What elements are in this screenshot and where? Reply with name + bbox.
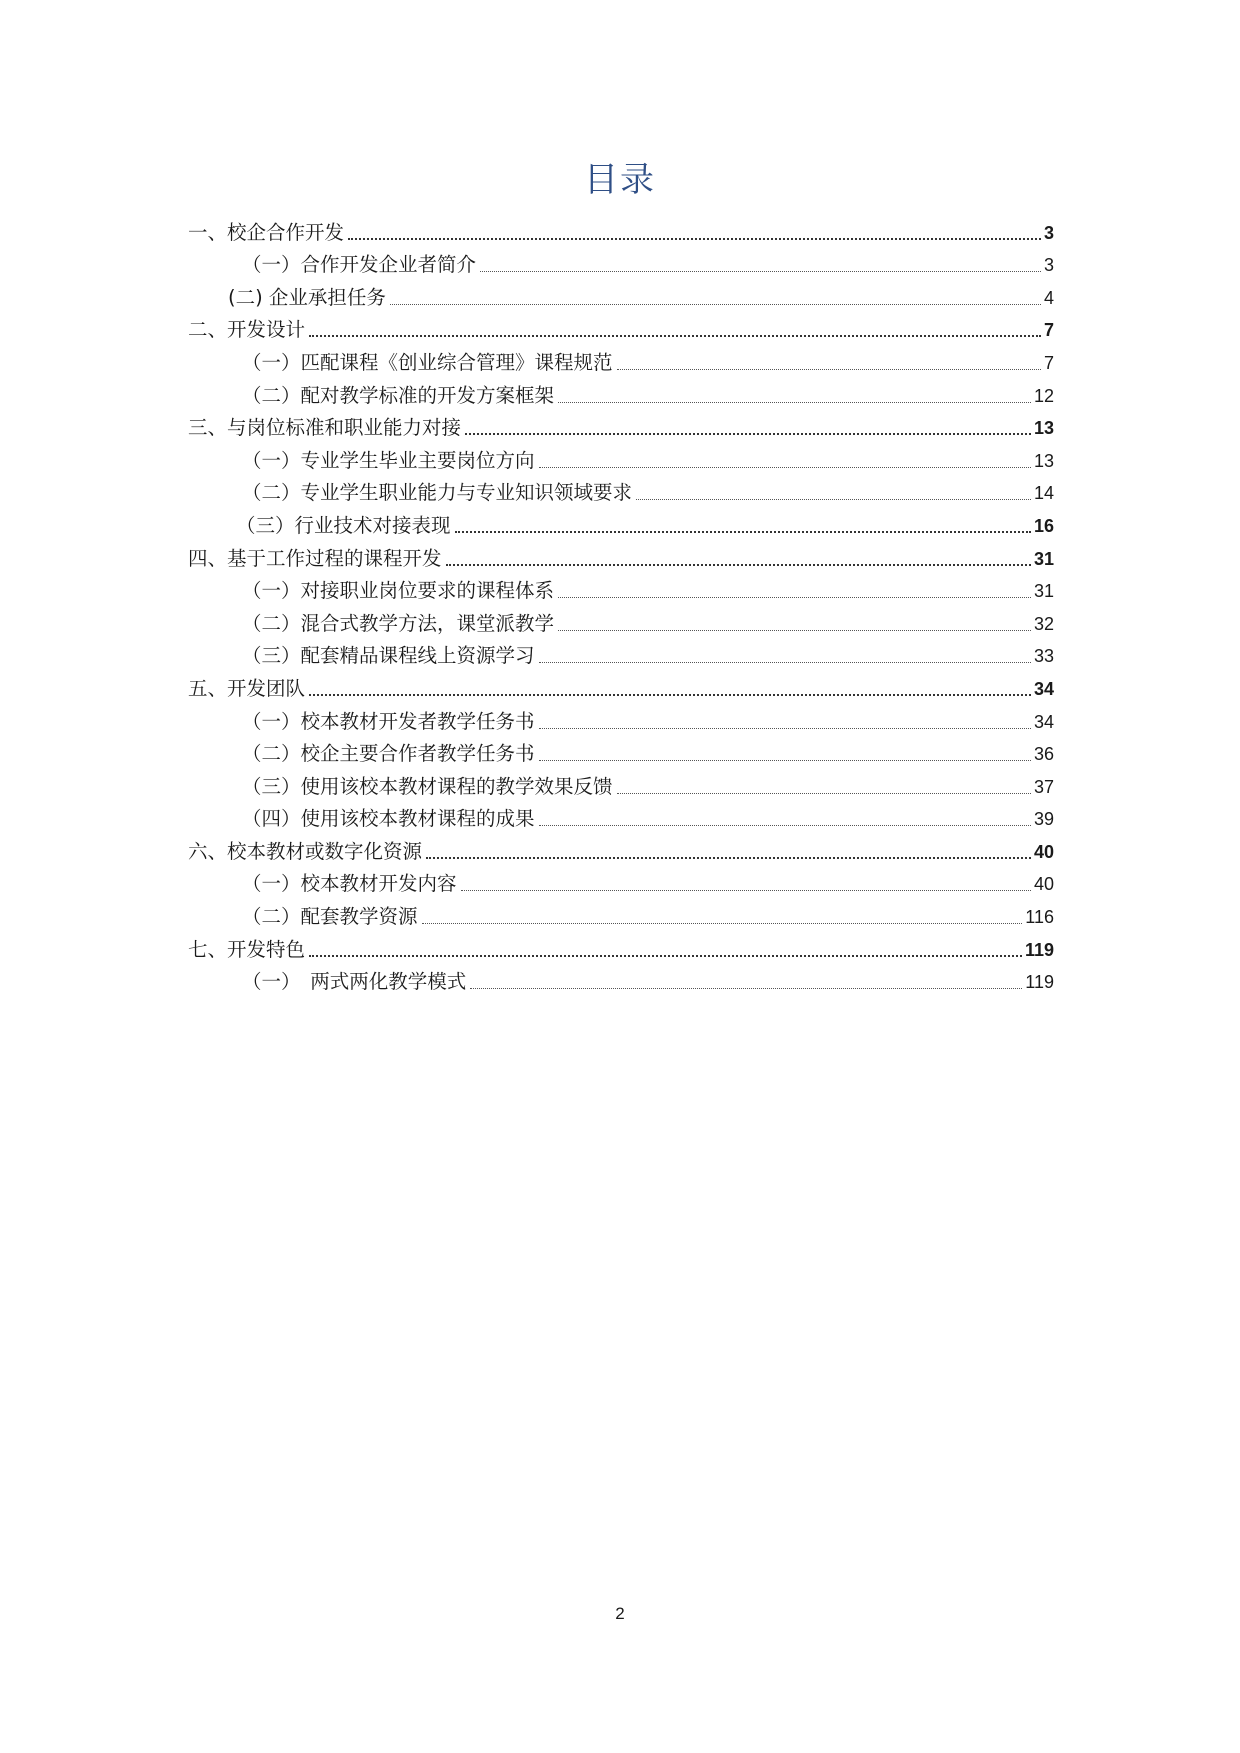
- toc-entry-title: （二）配对教学标准的开发方案框架: [242, 383, 555, 407]
- toc-entry-section-1[interactable]: [188, 216, 1054, 249]
- toc-page-number: 31: [1033, 581, 1054, 602]
- toc-dot-leader: [309, 335, 1041, 337]
- toc-dot-leader: [539, 760, 1031, 761]
- toc-dot-leader: [426, 857, 1031, 859]
- toc-entry-section-5[interactable]: [188, 672, 1054, 705]
- toc-dot-leader: [309, 955, 1022, 957]
- toc-page-number: 40: [1033, 841, 1054, 862]
- toc-dot-leader: [558, 597, 1031, 598]
- toc-dot-leader: [617, 793, 1031, 794]
- toc-page-number: 31: [1033, 548, 1054, 569]
- toc-entry-5-1[interactable]: [188, 705, 1054, 738]
- toc-dot-leader: [558, 630, 1031, 631]
- toc-dot-leader: [558, 402, 1031, 403]
- toc-page-number: 4: [1043, 287, 1054, 308]
- toc-entry-6-1[interactable]: [188, 868, 1054, 901]
- toc-entry-title: （三）配套精品课程线上资源学习: [242, 644, 535, 668]
- toc-entry-title: 一、校企合作开发: [188, 220, 345, 244]
- toc-page-number: 40: [1033, 874, 1054, 895]
- toc-page-number: 34: [1033, 678, 1054, 699]
- toc-entry-title: （一）匹配课程《创业综合管理》课程规范: [242, 350, 613, 374]
- toc-entry-7-1[interactable]: [188, 966, 1054, 999]
- toc-entry-4-2[interactable]: [188, 607, 1054, 640]
- toc-entry-title: (二) 企业承担任务: [228, 285, 386, 309]
- toc-page-number: 119: [1024, 939, 1054, 960]
- toc-entry-4-3[interactable]: [188, 640, 1054, 673]
- toc-entry-5-4[interactable]: [188, 803, 1054, 836]
- toc-page-number: 7: [1043, 320, 1054, 341]
- toc-page-number: 39: [1033, 809, 1054, 830]
- toc-entry-section-4[interactable]: [188, 542, 1054, 575]
- toc-page-number: 116: [1025, 907, 1054, 928]
- toc-entry-title: （一）合作开发企业者简介: [242, 253, 477, 277]
- toc-entry-title: 七、开发特色: [188, 937, 306, 961]
- toc-entry-2-2[interactable]: [188, 379, 1054, 412]
- toc-page-number: 32: [1033, 613, 1054, 634]
- toc-entry-5-2[interactable]: [188, 738, 1054, 771]
- toc-page-number: 3: [1043, 255, 1054, 276]
- toc-page-number: 34: [1033, 711, 1054, 732]
- toc-entry-4-1[interactable]: [188, 575, 1054, 608]
- toc-entry-3-2[interactable]: [188, 477, 1054, 510]
- toc-dot-leader: [480, 271, 1041, 272]
- toc-page-number: 12: [1033, 385, 1054, 406]
- page-title: 目录: [584, 160, 656, 200]
- toc-dot-leader: [539, 662, 1031, 663]
- toc-entry-section-6[interactable]: [188, 835, 1054, 868]
- toc-dot-leader: [461, 890, 1031, 891]
- toc-entry-title: 三、与岗位标准和职业能力对接: [188, 416, 462, 440]
- toc-entry-6-2[interactable]: [188, 900, 1054, 933]
- toc-entry-1-1[interactable]: [188, 249, 1054, 282]
- toc-dot-leader: [422, 923, 1023, 924]
- toc-entry-title: 二、开发设计: [188, 318, 306, 342]
- toc-entry-1-2[interactable]: [188, 281, 1054, 314]
- toc-page-number: 37: [1033, 776, 1054, 797]
- toc-entry-section-7[interactable]: [188, 933, 1054, 966]
- toc-entry-title: （二）专业学生职业能力与专业知识领域要求: [242, 481, 633, 505]
- toc-dot-leader: [539, 728, 1031, 729]
- toc-dot-leader: [470, 988, 1022, 989]
- toc-entry-title: （二）配套教学资源: [242, 905, 418, 929]
- toc-page-number: 33: [1033, 646, 1054, 667]
- page-footer-number: 2: [615, 1604, 625, 1623]
- toc-page-number: 16: [1033, 515, 1054, 536]
- toc-entry-title: （四）使用该校本教材课程的成果: [242, 807, 535, 831]
- toc-dot-leader: [348, 238, 1041, 240]
- toc-page-number: 13: [1033, 450, 1054, 471]
- toc-entry-title: （一） 两式两化教学模式: [242, 970, 467, 994]
- toc-entry-title: （一）校本教材开发内容: [242, 872, 457, 896]
- toc-dot-leader: [309, 694, 1031, 696]
- toc-entry-title: （三）使用该校本教材课程的教学效果反馈: [242, 774, 613, 798]
- toc-dot-leader: [636, 499, 1031, 500]
- toc-page-number: 3: [1043, 222, 1054, 243]
- toc-entry-2-1[interactable]: [188, 346, 1054, 379]
- toc-dot-leader: [446, 564, 1031, 566]
- toc-dot-leader: [465, 433, 1031, 435]
- toc-entry-5-3[interactable]: [188, 770, 1054, 803]
- toc-entry-title: （一）校本教材开发者教学任务书: [242, 709, 535, 733]
- toc-page-number: 119: [1025, 972, 1054, 993]
- toc-page-number: 14: [1033, 483, 1054, 504]
- toc-dot-leader: [390, 304, 1041, 305]
- toc-entry-title: （三）行业技术对接表现: [236, 513, 451, 537]
- toc-entry-title: （一）对接职业岗位要求的课程体系: [242, 579, 555, 603]
- table-of-contents: [188, 216, 1054, 998]
- toc-entry-title: 五、开发团队: [188, 676, 306, 700]
- toc-dot-leader: [539, 825, 1031, 826]
- toc-entry-title: 六、校本教材或数字化资源: [188, 839, 423, 863]
- toc-page-number: 36: [1033, 744, 1054, 765]
- toc-entry-title: （一）专业学生毕业主要岗位方向: [242, 448, 535, 472]
- toc-entry-section-2[interactable]: [188, 314, 1054, 347]
- toc-entry-title: （二）混合式教学方法，课堂派教学: [242, 611, 555, 635]
- toc-entry-section-3[interactable]: [188, 412, 1054, 445]
- toc-page-number: 7: [1043, 352, 1054, 373]
- toc-entry-3-1[interactable]: [188, 444, 1054, 477]
- toc-entry-3-3[interactable]: [188, 509, 1054, 542]
- toc-entry-title: 四、基于工作过程的课程开发: [188, 546, 442, 570]
- toc-dot-leader: [539, 467, 1031, 468]
- toc-dot-leader: [617, 369, 1041, 370]
- toc-dot-leader: [455, 531, 1031, 533]
- toc-entry-title: （二）校企主要合作者教学任务书: [242, 742, 535, 766]
- toc-page-number: 13: [1033, 418, 1054, 439]
